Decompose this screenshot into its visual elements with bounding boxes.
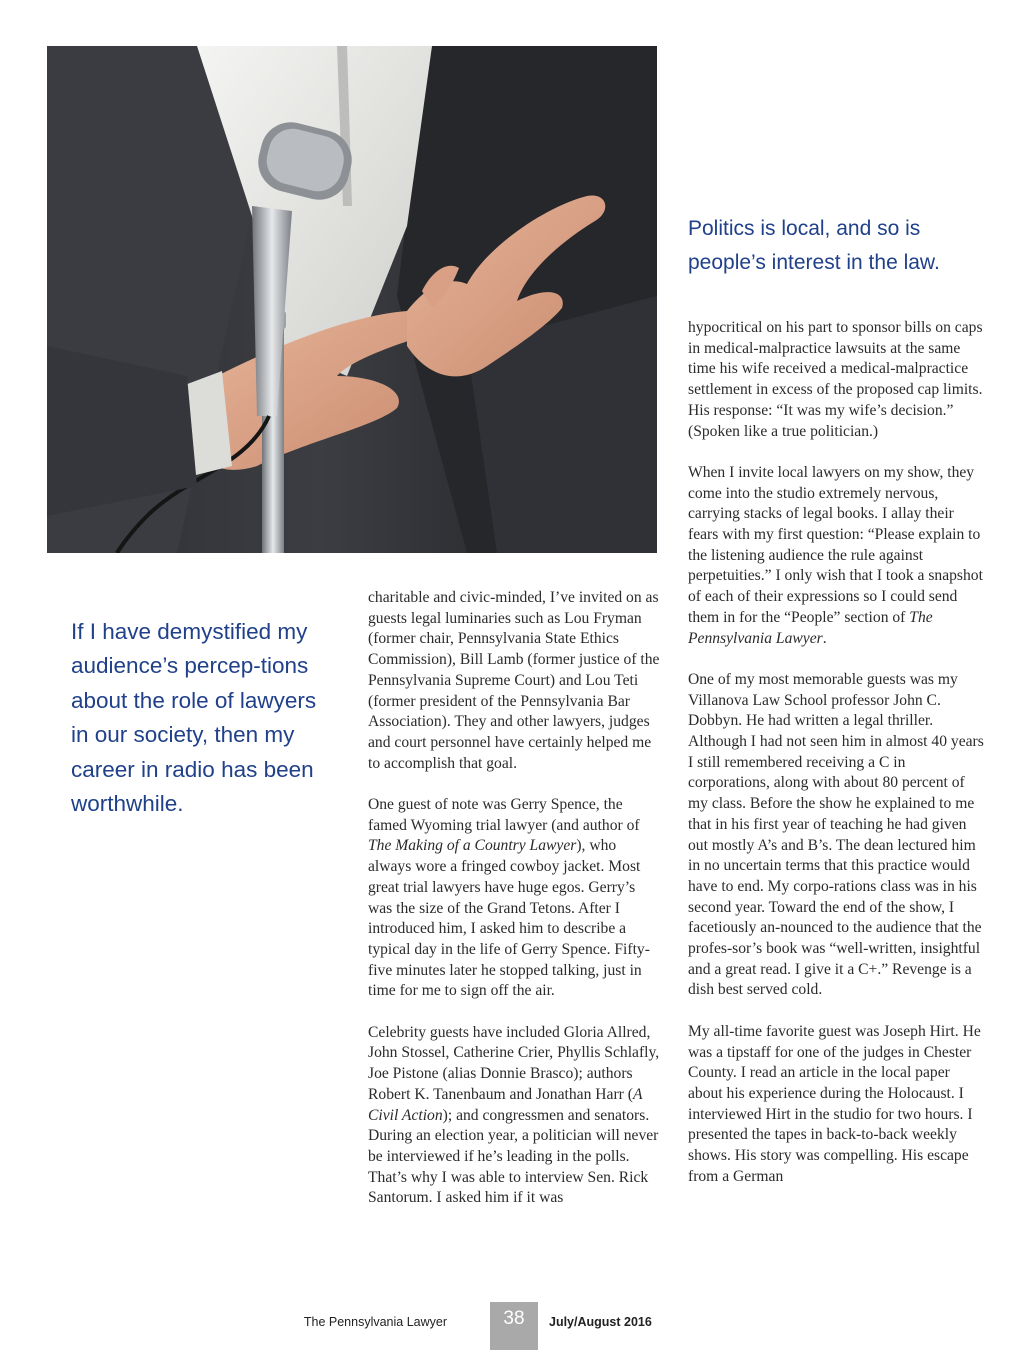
article-column-middle [368, 588, 660, 1230]
article-paragraph: One of my most memorable guests was my Villanova Law School professor John C. Dobbyn. He had written a legal thriller. Although I had not seen him in almost 40 years I still remembered receiving a C in corporations, along with about 80 percent of my class. Before the show he explained to me that in his first year of teaching he had given out mostly A’s and B’s. The dean lectured him in no uncertain terms that this practice would have to end. My corpo-rations class was in his second year. Toward the end of the show, I facetiously an-nounced to the audience that the profes-sor’s book was “well-written, insightful and a great read. I give it a C+.” Revenge is a dish best served cold. [688, 670, 984, 999]
pull-quote-politics: Politics is local, and so is people’s interest in the law. [688, 217, 940, 274]
pull-quote-demystified: If I have demystified my audience’s percep-tions about the role of lawyers in our society, then my career in radio has been worthwhile. [71, 619, 317, 817]
page-number-badge: 38 [490, 1302, 538, 1350]
paragraph-text: When I invite local lawyers on my show, they come into the studio extremely nervous, carrying stacks of legal books. I allay their fears with my first question: “Please explain to the listening audience the rule against perpetuities.” I only wish that I took a snapshot of each of their expressions so I could send them in for the “People” section of [688, 463, 983, 626]
paragraph-text: One guest of note was Gerry Spence, the famed Wyoming trial lawyer (and author of [368, 796, 640, 834]
paragraph-text: . [822, 629, 827, 647]
book-title: A Civil Action [368, 1085, 643, 1124]
paragraph-text: ); and congressmen and senators. During an election year, a politician will never be interviewed if he’s leading in the polls. That’s why I was able to interview Sen. Rick Santorum. I asked him if it was [368, 1106, 659, 1207]
publication-name: The Pennsylvania Lawyer [303, 1315, 447, 1329]
photo-illustration [47, 46, 657, 553]
article-paragraph: charitable and civic-minded, I’ve invited on as guests legal luminaries such as Lou Fryman (former chair, Pennsylvania State Ethics Commission), Bill Lamb (former justice of the Pennsylvania Supreme Court) and Lou Teti (former president of the Pennsylvania Bar Association). They and other lawyers, judges and court personnel have certainly helped me to accomplish that goal. [368, 589, 660, 772]
article-paragraph [368, 795, 660, 1002]
magazine-title: The Pennsylvania Lawyer [688, 608, 933, 647]
paragraph-text: Celebrity guests have included Gloria Allred, John Stossel, Catherine Crier, Phyllis Schlafly, Joe Pistone (alias Donnie Brasco); authors Robert K. Tanenbaum and Jonathan Harr ( [368, 1023, 660, 1103]
article-paragraph [368, 1023, 660, 1209]
book-title: The Making of a Country Lawyer [368, 837, 577, 855]
paragraph-text: ), who always wore a fringed cowboy jacket. Most great trial lawyers have huge egos. Gerry’s was the size of the Grand Tetons. After I introduced him, I asked him to describe a typical day in the life of Gerry Spence. Fifty-five minutes later he stopped talking, just in time for me to sign off the air. [368, 837, 650, 1000]
page-footer [0, 1302, 1024, 1350]
microphone-photo [47, 46, 657, 553]
article-paragraph: My all-time favorite guest was Joseph Hirt. He was a tipstaff for one of the judges in Chester County. I read an article in the local paper about his experience during the Holocaust. I interviewed Hirt in the studio for two hours. I presented the tapes in back-to-back weekly shows. His story was compelling. His escape from a German [688, 1022, 981, 1185]
article-column-right [688, 318, 988, 1208]
issue-date: July/August 2016 [549, 1315, 652, 1329]
article-paragraph [688, 463, 988, 649]
article-paragraph: hypocritical on his part to sponsor bills on caps in medical-malpractice lawsuits at the same time his wife received a medical-malpractice settlement in excess of the proposed cap limits. His response: “It was my wife’s decision.” (Spoken like a true politician.) [688, 319, 983, 440]
